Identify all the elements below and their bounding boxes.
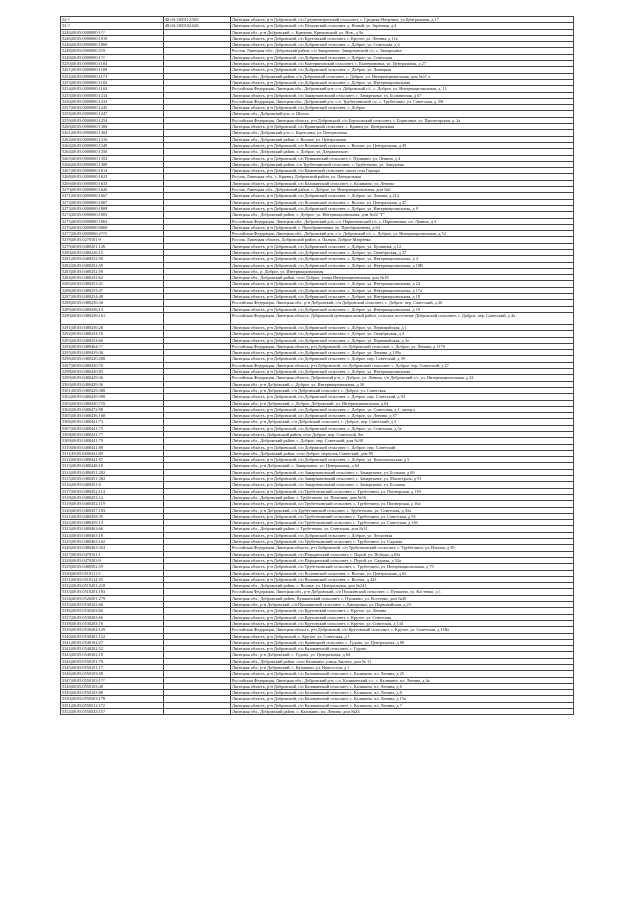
- document-page: [60, 16, 574, 715]
- address-cell: Липецкая область, р-н Добровский, с/п Волчанский сельсовет, с. Волчье, д 223: [231, 576, 574, 582]
- address-cell: Липецкая обл., р-н Добровский, с/п Добровский сельсовет, с. Доброе, пер. Советский, д 3: [231, 419, 574, 425]
- address-cell: Липецкая область, р-н Добровский, с/п Замартыновский сельсовет, с. Замартынье, ул. Больная: [231, 482, 574, 488]
- address-cell: Липецкая обл., р-н Добровский, с/п Трубетчинский сельсовет, с. Трубетчино, ул. Советская, д 43а: [231, 507, 574, 513]
- row-number-cadastral-cell: 5352|48:05:0550543:157: [61, 709, 164, 715]
- address-cell: Липецкая область, р-н Добровский, с/п Добровский сельсовет, с. Доброе, пер. Советский, д 94: [231, 394, 574, 400]
- address-cell: Липецкая обл., Добровский район, с. Доброе, пер. Советский, дом №38: [231, 438, 574, 444]
- row-number-cadastral-cell: 5270|48:05:0000000:1626: [61, 187, 164, 193]
- row-number-cadastral-cell: 5340|48:05:0530401:122: [61, 633, 164, 639]
- row-number-cadastral-cell: 5267|48:05:0000000:1614: [61, 168, 164, 174]
- address-cell: Липецкая область, р-н Добровский, с/п Каликинский сельсовет, с. Каликино, пл. Ленина, д 7: [231, 702, 574, 708]
- row-number-cadastral-cell: 5275|48:05:0000000:1863: [61, 218, 164, 224]
- address-cell: Липецкая обл., Добровский район, с. Трубетчино, ул. Советская, дом №31: [231, 526, 574, 532]
- address-cell: Липецкая область, р-н Добровский, с/п Добровский сельсовет, с. Доброе, ул. Комсомольская, д 5: [231, 457, 574, 463]
- address-cell: Липецкая обл., Добровский р-н, с. Борисовка, ул. Центральная: [231, 130, 574, 136]
- row-number-cadastral-cell: 52-?: [61, 17, 164, 23]
- extra-number-cell: 48:04:1300112:565: [164, 17, 231, 23]
- address-cell: Липецкая область, р-н Добровский, с/п Волчанский сельсовет, с. Волчье, ул. Центральная, д 62: [231, 570, 574, 576]
- address-cell: Липецкая область, р-н Добровский, с/п Пушкинский сельсовет, с. Пушкино, ул. Ленина, д 4: [231, 155, 574, 161]
- address-cell: Липецкая обл., р-н Добровский, с/п Добровский сельсовет, с. Доброе, ул. Советская: [231, 387, 574, 393]
- row-number-cadastral-cell: 5344|48:05:0550101:76: [61, 658, 164, 664]
- address-cell: Липецкая область, р-н Добровский, с/п Замартыновский сельсовет, с. Замартынье, ул. Больная, д 69: [231, 469, 574, 475]
- address-cell: Липецкая область, р-н Добровский, с/п Добровский сельсовет, с. Доброе, ул. Ленина, д 139а: [231, 350, 574, 356]
- row-number-cadastral-cell: 5295|48:05:0480419:36: [61, 350, 164, 356]
- row-number-cadastral-cell: 52-?: [61, 23, 164, 29]
- row-number-cadastral-cell: 5333|48:05:0510201:183: [61, 589, 164, 595]
- extra-number-cell: [164, 709, 231, 715]
- address-cell: Липецкая область, р-н Добровский, с/п Каликинский сельсовет, с. Каликино, ул. Ленина: [231, 180, 574, 186]
- row-number-cadastral-cell: 5345|48:05:0550101:17: [61, 664, 164, 670]
- row-number-cadastral-cell: 5255|48:05:0000000:1214: [61, 92, 164, 98]
- address-cell: Липецкая область, р-н Добровский, с/п Добровский сельсовет, с. Доброе, ул. Интернациональная, д 24: [231, 281, 574, 287]
- address-cell: Липецкая область, р-н Добровский, с/п Крутовский сельсовет, с. Крутое, ул. Ленина, д 11к: [231, 35, 574, 41]
- row-number-cadastral-cell: 5253|48:05:0000000:1182: [61, 79, 164, 85]
- row-number-cadastral-cell: 5302|48:05:0480429:398: [61, 394, 164, 400]
- address-cell: Липецкая область, р-н Добровский, с/п Добровский сельсовет, с. Доброе, пер. Советский: [231, 444, 574, 450]
- row-number-cadastral-cell: 5248|48:05:0000000:519: [61, 48, 164, 54]
- row-number-cadastral-cell: 5319|48:05:0480452:119: [61, 501, 164, 507]
- row-number-cadastral-cell: 5249|48:05:0000000:1??: [61, 54, 164, 60]
- row-number-cadastral-cell: 5266|48:05:0000000:1389: [61, 161, 164, 167]
- address-cell: Липецкая область, р-н Добровский, с/п Среднематренский сельсовет, с. Средняя Матренка, ул.Центральная, д.17: [231, 17, 574, 23]
- address-cell: Россия, Липецкая обл., с. Кривец, Добровский район, ул. Центральная: [231, 174, 574, 180]
- address-cell: Липецкая область, р-н Добровский, с/п Петровский сельсовет, д. Новый, ул. Заречная, д 4: [231, 23, 574, 29]
- address-cell: Липецкая область, р-н Добровский, с/п Крутовский сельсовет, с. Крутое, ул. Советская, д 134: [231, 620, 574, 626]
- row-number-cadastral-cell: 5273|48:05:0000000:1808: [61, 205, 164, 211]
- address-cell: Липецкая область, р-н Добровский, с/п Порадинский сельсовет, с. Порой, ул. Садовая, д 32а: [231, 557, 574, 563]
- row-number-cadastral-cell: 5293|48:05:0480254:66: [61, 337, 164, 343]
- address-cell: Липецкая область, р-н Добровский, с/п Каликинский сельсовет, с. Каликино, пл. Ленина, д 25: [231, 671, 574, 677]
- address-cell: Липецкая область, р-н Добровский, с/п Трубетчинский сельсовет, с. Трубетчино, ул. Пионерская, д 16а: [231, 501, 574, 507]
- row-number-cadastral-cell: 5324|48:05:0480463:18: [61, 532, 164, 538]
- address-cell: Липецкая обл., Добровский район, с/п Трубетчинский сельсовет, с. Трубетчино, ул. Заводская: [231, 161, 574, 167]
- row-number-cadastral-cell: 5287|48:05:0480254:48: [61, 294, 164, 300]
- address-cell: Липецкая обл., Добровский район, с. Волчье, ул. Центральная: [231, 136, 574, 142]
- row-number-cadastral-cell: 5338|48:05:0530203:76: [61, 620, 164, 626]
- address-cell: Российская Федерация, Липецкая область, р-н Добровский, с/п Добровский сельсовет, с. Доброе, пер. Советский, д 27: [231, 362, 574, 368]
- row-number-cadastral-cell: 5332|48:05:0510201:218: [61, 583, 164, 589]
- row-number-cadastral-cell: 5323|48:05:0480463:66: [61, 526, 164, 532]
- address-cell: Липецкая обл., р-н Добровский, с. Гудово, ул. Центральная, д 64: [231, 652, 574, 658]
- address-cell: Липецкая обл., р-н Добровский, с. Доброе, Добровский, ул. Интернациональная, д 64: [231, 400, 574, 406]
- address-cell: Липецкая область, р-н Добровский, с/п Волчанский сельсовет, с. Волчье, ул. Центральная, д 47: [231, 199, 574, 205]
- address-cell: Липецкая область, р-н Добровский, с/п Добровский сельсовет, с. Доброе, ул. Интернациональная, д 18: [231, 294, 574, 300]
- address-cell: Липецкая обл., Добровский район, Пушкинский сельсовет, с. Пушкино, ул. Костенко, дом №28: [231, 595, 574, 601]
- address-cell: Липецкая область, р-н Добровский, с/п Добровский сельсовет, с. Доброе, ул. Ленина, д 37: [231, 413, 574, 419]
- address-cell: Липецкая область, р-н Добровский, с/п Кривецкий сельсовет, с. Гудово, ул. Центральная, д 68: [231, 639, 574, 645]
- address-cell: Липецкая область, р-н Добровский, с/п Порадинский сельсовет, с. Порой, ул. Победы, д 65а: [231, 551, 574, 557]
- row-number-cadastral-cell: 5343|48:05:0540302:18: [61, 652, 164, 658]
- address-cell: Российская Федерация, Липецкая обл., Добровский р-н, с.п. Каликинский с/с, с. Каликино, пл. Ленина, д 4а: [231, 677, 574, 683]
- address-cell: Липецкая область, р-н Добровский, с/п Каменский сельсовет, около села Горицы: [231, 168, 574, 174]
- row-number-cadastral-cell: 5251|48:05:0000000:1189: [61, 67, 164, 73]
- table-row: [61, 709, 574, 715]
- address-cell: Липецкая область, р-н Добровский, с/п Добровский сельсовет, с. Доброе, ул. Интернациональная, д 18В: [231, 262, 574, 268]
- address-cell: Липецкая область, р-н Добровский, с/п Кривецкий сельсовет, с. Кривец ул. Центральная: [231, 124, 574, 130]
- register-table: [60, 16, 574, 715]
- row-number-cadastral-cell: 5274|48:05:0000000:1803: [61, 212, 164, 218]
- address-cell: Липецкая обл., р-н Добровский, с. Крюково, Крюковский, ул. Нов., д 9а: [231, 29, 574, 35]
- row-number-cadastral-cell: 5346|48:05:0550103:58: [61, 671, 164, 677]
- address-cell: Липецкая область, р-н Добровский, с/п Замартыновский сельсовет, с. Замартынье, ул. Магистраль, д 91: [231, 476, 574, 482]
- address-cell: Липецкая обл., Добровский район, с. Волчье, ул. Центральная, дом №241: [231, 583, 574, 589]
- row-number-cadastral-cell: 5260|48:05:0000000:1306: [61, 124, 164, 130]
- row-number-cadastral-cell: 5347|48:05:0550103:1??: [61, 677, 164, 683]
- address-cell: Россия, Липецкая область, Добровский район, п. Пальна, Доброе-Матрёнка: [231, 237, 574, 243]
- address-cell: Липецкая обл., Добровский район, с. Доброе, ул. Дзержинского: [231, 149, 574, 155]
- row-number-cadastral-cell: 5321|48:05:0480458:35: [61, 513, 164, 519]
- row-number-cadastral-cell: 5283|48:05:0480252:59: [61, 268, 164, 274]
- row-number-cadastral-cell: 5252|48:05:0000000:1173: [61, 73, 164, 79]
- address-cell: Липецкая обл., Добровский р-н, п. Шолох: [231, 111, 574, 117]
- register-table-body: [61, 17, 574, 715]
- row-number-cadastral-cell: 5290|48:05:0480256:161: [61, 312, 164, 324]
- row-number-cadastral-cell: 5330|48:05:0510111:5: [61, 570, 164, 576]
- row-number-cadastral-cell: 5246|48:05:0000000:1869: [61, 42, 164, 48]
- address-cell: Липецкая область, р-н Добровский, с/п Добровский сельсовет, с. Доброе, ул. Интернациональная: [231, 369, 574, 375]
- address-cell: Липецкая область, р-н Добровский, с/п Каликинский сельсовет, с. Каликино, пл. Ленина, д 6: [231, 683, 574, 689]
- row-number-cadastral-cell: 5286|48:05:0480253:47: [61, 287, 164, 293]
- address-cell: Липецкая обл., Добровский район, с. Трубетчино, ул. Почтовая, дом №16: [231, 494, 574, 500]
- row-number-cadastral-cell: 5246|48:05:0000000:1??: [61, 29, 164, 35]
- address-cell: Липецкая обл., Добровский район, село Доброе, переулок Советский, дом 89: [231, 450, 574, 456]
- address-cell: Российская Федерация, Липецкая область, р-н Добровский, с/п Трубетчинский сельсовет, с. Трубетчино, ул. Ильича, д 39: [231, 545, 574, 551]
- row-number-cadastral-cell: 5269|48:05:0000000:1633: [61, 180, 164, 186]
- address-cell: Липецкая область, р-н Добровский, с/п Трубетчинский сельсовет, с. Трубетчино, ул. Садовая: [231, 539, 574, 545]
- address-cell: Липецкая обл., Добровский район, село Каликино, улица Заклеть, дом № 11: [231, 658, 574, 664]
- address-cell: Липецкая область, р-н Добровский, с/п Добровский сельсовет, с. Доброе, ул. Первомайская, д 1: [231, 324, 574, 330]
- address-cell: Липецкая область, р-н Добровский, с/п Каликинский сельсовет, с. Каликино, пл. Ленина, д 15а: [231, 696, 574, 702]
- address-cell: Российская Федерация, Липецкая область, Добровский р-н, с. Доброе, ул. Ленина, с/п Добровский с/с, ул. Интернациональная, д 22: [231, 375, 574, 381]
- address-cell: Липецкая область, р-н Добровский, с/п Каликинский сельсовет, с. Каликино, пл. Ленина, д 8: [231, 690, 574, 696]
- address-cell: Липецкая область, р-н Добровский, с/п Добровский сельсовет, с. Доброе, ул. Советская, д 4: [231, 42, 574, 48]
- row-number-cadastral-cell: 5272|48:05:0000000:1667: [61, 199, 164, 205]
- address-cell: Липецкая область, р-н Добровский, с/п Екатериновский сельсовет, с. Екатериновка, ул. Центральная, д 27: [231, 61, 574, 67]
- row-number-cadastral-cell: 5264|48:05:0000000:1350: [61, 149, 164, 155]
- row-number-cadastral-cell: 5306|48:05:0480441:73: [61, 419, 164, 425]
- row-number-cadastral-cell: 5304|48:05:0480472:98: [61, 406, 164, 412]
- address-cell: Липецкая область, р-н Добровский, с/п Добровский сельсовет, с. Доброе, ул. Интернациональная, д 19: [231, 306, 574, 312]
- address-cell: Липецкая область, р-н Добровский, с/п Добровский сельсовет, с. Доброе: [231, 105, 574, 111]
- address-cell: Липецкая область, р-н Добровский, с/п Добровский сельсовет, с. Доброе, ул. Ленина, д 214: [231, 193, 574, 199]
- row-number-cadastral-cell: 5310|48:05:0480441:88: [61, 444, 164, 450]
- row-number-cadastral-cell: 5268|48:05:0000000:1625: [61, 174, 164, 180]
- row-number-cadastral-cell: 5261|48:05:0000000:1304: [61, 130, 164, 136]
- address-cell: Липецкая область, р-н Добровский, с/п Добровский сельсовет, с. Доброе, ул. Интернациональная: [231, 79, 574, 85]
- address-cell: Липецкая область, р-н Добровский, с/п Добровский сельсовет, с. Доброе, ул. Целинная, д 12: [231, 243, 574, 249]
- row-number-cadastral-cell: 5271|48:05:0000000:1667: [61, 193, 164, 199]
- row-number-cadastral-cell: 5300|48:05:0480429:36: [61, 381, 164, 387]
- address-cell: Российская Федерация, Липецкая обл., р-н Добровский, с/п Пушкинский сельсовет, с. Пушкино, ул. Костенко, д 1: [231, 589, 574, 595]
- address-cell: Липецкая область, р-н Добровский, с/п Добровский сельсовет, с. Доброе, ул. Первомайская, д 3а: [231, 337, 574, 343]
- address-cell: Липецкая область, р-н Добровский, с/п Добровский сельсовет, с. Доброе, пер. Советский, д 39: [231, 356, 574, 362]
- address-cell: Липецкая область, р-н Добровский, с/п Добровский сельсовет, с. Доброе, ул. Советская: [231, 54, 574, 60]
- row-number-cadastral-cell: 5309|48:05:0480441:79: [61, 438, 164, 444]
- row-number-cadastral-cell: 5342|48:05:0540202:52: [61, 646, 164, 652]
- row-number-cadastral-cell: 5291|48:05:0480256:28: [61, 324, 164, 330]
- row-number-cadastral-cell: 5331|48:05:0510114:39: [61, 576, 164, 582]
- row-number-cadastral-cell: 5288|48:05:0480256:30: [61, 300, 164, 306]
- row-number-cadastral-cell: 5259|48:05:0000000:1254: [61, 117, 164, 123]
- address-cell: Липецкая область, р-н Добровский, с/п Крутовский сельсовет, с. Крутое, ул. Ленина: [231, 608, 574, 614]
- row-number-cadastral-cell: 5301|48:05:0480429:388: [61, 387, 164, 393]
- address-cell: Липецкая область, р-н Добровский, с/п Трубетчинский сельсовет, с. Трубетчино, ул. Советская, д 53: [231, 513, 574, 519]
- row-number-cadastral-cell: 5339|48:05:0530204:129: [61, 627, 164, 633]
- row-number-cadastral-cell: 5335|48:05:0530102:66: [61, 602, 164, 608]
- address-cell: Российская Федерация, Липецкая обл., р-н Добровский, с/п Добровский сельсовет, с. Доброе, пер. Советский, д 26: [231, 300, 574, 306]
- row-number-cadastral-cell: 5265|48:05:0000000:1352: [61, 155, 164, 161]
- row-number-cadastral-cell: 5350|48:05:0550503:178: [61, 696, 164, 702]
- address-cell: Российская Федерация, Липецкая обл., Добровский р-н, с.п. Трубетчинский с/с, с. Трубетчино, ул. Советская, д. 5В: [231, 98, 574, 104]
- address-cell: Липецкая обл., р-н Добровский, с. Доброе, ул. Интернациональная, д 30: [231, 381, 574, 387]
- row-number-cadastral-cell: 5351|48:05:0550511:172: [61, 702, 164, 708]
- row-number-cadastral-cell: 5317|48:05:0480452:114: [61, 488, 164, 494]
- row-number-cadastral-cell: 5325|48:05:0480463:162: [61, 539, 164, 545]
- address-cell: Липецкая область, р-н Добровский, с/п Добровский сельсовет, с. Доброе, ул. Советская, д 5а: [231, 425, 574, 431]
- table-row: [61, 312, 574, 324]
- row-number-cadastral-cell: 5258|48:05:0000000:1247: [61, 111, 164, 117]
- row-number-cadastral-cell: 5328|48:05:0470203:9: [61, 557, 164, 563]
- row-number-cadastral-cell: 5282|48:05:0480252:59: [61, 262, 164, 268]
- address-cell: Российская Федерация, Липецкая область, Добровский муниципальный район, сельское поселение Добровский сельсовет, с. Доброе, пер. Советский, д 4а: [231, 312, 574, 324]
- row-number-cadastral-cell: 5280|48:05:0480226:15: [61, 249, 164, 255]
- address-cell: Липецкая обл., р-н Добровский, с/п Пушкинский сельсовет, с. Дмитровка, ул. Первомайская, д 23: [231, 602, 574, 608]
- address-cell: Липецкая область, р-н Добровский, с. Преображеновка, ул. Преображенова, д 64: [231, 224, 574, 230]
- row-number-cadastral-cell: 5279|48:05:0480201:126: [61, 243, 164, 249]
- address-cell: Российская Федерация, Липецкая область, р-н Добровский, с/п Борисовский сельсовет, с. Борисовка, ул. Пролетарская, д. 2а: [231, 117, 574, 123]
- address-cell: Липецкая обл., Добровский район, с. Каликино, пл. Ленина, дом №23: [231, 709, 574, 715]
- address-cell: Липецкая область, р-н Добровский, с/п Добровский сельсовет, с. Доброе, ул. Октябрьская, д 27: [231, 249, 574, 255]
- address-cell: Липецкая обл., р. Доброе, ул. Интернациональная: [231, 268, 574, 274]
- row-number-cadastral-cell: 5277|48:05:0000000:2??3: [61, 231, 164, 237]
- address-cell: Липецкая область, р-н Добровский, с/п Добровский сельсовет, с. Доброе, ул. Советская, д 1, литер а: [231, 406, 574, 412]
- row-number-cadastral-cell: 5294|48:05:0480464:??: [61, 343, 164, 349]
- address-cell: Россия, Липецкая обл., Добровский район, с/п Замартынье, Замартынский с/с, с. Замартынье: [231, 48, 574, 54]
- extra-number-cell: 48:04:1300102:626: [164, 23, 231, 29]
- row-number-cadastral-cell: 5314|48:05:0480451:282: [61, 469, 164, 475]
- row-number-cadastral-cell: 5299|48:05:0480429:36: [61, 375, 164, 381]
- row-number-cadastral-cell: 5318|48:05:0480452:12: [61, 494, 164, 500]
- row-number-cadastral-cell: 5329|48:05:0480502:59: [61, 564, 164, 570]
- address-cell: Липецкая область, р-н Добровский, с/п Крутовский сельсовет, с. Крутое, ул. Советская: [231, 614, 574, 620]
- row-number-cadastral-cell: 5298|48:05:0480420:85: [61, 369, 164, 375]
- row-number-cadastral-cell: 5246|48:05:0000000:1819: [61, 35, 164, 41]
- row-number-cadastral-cell: 5254|48:05:0000000:1165: [61, 86, 164, 92]
- row-number-cadastral-cell: 5307|48:05:0480441:75: [61, 425, 164, 431]
- extra-number-cell: [164, 312, 231, 324]
- address-cell: Липецкая область, Добровский район, село Доброе, пер. Советский, 8м: [231, 432, 574, 438]
- row-number-cadastral-cell: 5316|48:05:0480451:0: [61, 482, 164, 488]
- address-cell: Липецкая область, р-н Добровский, с/п Добровский сельсовет, с. Доброе, ул. Октябрьская, д 2: [231, 331, 574, 337]
- row-number-cadastral-cell: 5349|48:05:0550103:88: [61, 690, 164, 696]
- address-cell: Липецкая обл., Добровский район, с. Доброе, ул. Интернациональная, дом №22 "Г": [231, 212, 574, 218]
- row-number-cadastral-cell: 5313|48:05:0480448:18: [61, 463, 164, 469]
- address-cell: Липецкая область, р-н Добровский, с/п Замартыновский сельсовет, с. Замартынье, ул. Больничная, д 67: [231, 92, 574, 98]
- address-cell: Липецкая обл., р-н Добровский, с. Каликино, ул. Новоселов, д 1: [231, 664, 574, 670]
- address-cell: Липецкая обл., р-н Добровский, с. Замартынье, ул. Центральная, д 64: [231, 463, 574, 469]
- row-number-cadastral-cell: 5250|48:05:0000000:1184: [61, 61, 164, 67]
- address-cell: Липецкая область, р-н Добровский, с/п Трубетчинский сельсовет, с. Трубетчино, ул. Советская, д 136: [231, 520, 574, 526]
- row-number-cadastral-cell: 5312|48:05:0480441:87: [61, 457, 164, 463]
- row-number-cadastral-cell: 5289|48:05:0480256:13: [61, 306, 164, 312]
- row-number-cadastral-cell: 5305|48:05:0480436:168: [61, 413, 164, 419]
- row-number-cadastral-cell: 5257|48:05:0000000:1245: [61, 105, 164, 111]
- address-cell: Липецкая область, р-н Добровский, с/п Добровский сельсовет, с. Доброе, ул. Интернациональная, д 4: [231, 256, 574, 262]
- address-cell: Российская Федерация, Липецкая обл., Добровский р-н, с.п. Паршиновский с/с, с. Паршиновка, пл. Ленина, д 4: [231, 218, 574, 224]
- address-cell: Липецкая обл., Добровский район, село Доброе, улица Интернациональная, дом №18: [231, 275, 574, 281]
- address-cell: Российская Федерация, Липецкая обл., Добровский р-н, с.п. Добровский с/с, с. Доброе, ул. Интернациональная, д 52: [231, 231, 574, 237]
- row-number-cadastral-cell: 5256|48:05:0000000:1233: [61, 98, 164, 104]
- row-number-cadastral-cell: 5327|48:05:0470101:1: [61, 551, 164, 557]
- address-cell: Липецкая область, р-н Добровский, с/п Трубетчинский сельсовет, с. Трубетчино, ул. Интернациональная, д 75: [231, 564, 574, 570]
- row-number-cadastral-cell: 5348|48:05:0550103:48: [61, 683, 164, 689]
- row-number-cadastral-cell: 5322|48:05:0480459:13: [61, 520, 164, 526]
- address-cell: Российская Федерация, Липецкая область, р-н Добровский, с/п Крутовский сельсовет, с. Крутое, ул. Советская, д 158а: [231, 627, 574, 633]
- row-number-cadastral-cell: 5292|48:05:0480254:76: [61, 331, 164, 337]
- row-number-cadastral-cell: 5296|48:05:0480420:288: [61, 356, 164, 362]
- address-cell: Липецкая область, р-н Добровский, с/п Волчанский сельсовет, с. Волчье, ул. Центральная, д 49: [231, 142, 574, 148]
- row-number-cadastral-cell: 5262|48:05:0000000:1316: [61, 136, 164, 142]
- row-number-cadastral-cell: 5297|48:05:0480420:76: [61, 362, 164, 368]
- row-number-cadastral-cell: 5284|48:05:0480252:62: [61, 275, 164, 281]
- address-cell: Липецкая область, р-н Добровский, с. Крутое, ул. Советская, д 1: [231, 633, 574, 639]
- address-cell: Россия, Липецкая обл., Добровский район, с. Доброе, ул. Интернациональная, дом №6: [231, 187, 574, 193]
- row-number-cadastral-cell: 5315|48:05:0480451:382: [61, 476, 164, 482]
- row-number-cadastral-cell: 5303|48:05:0480430:725: [61, 400, 164, 406]
- row-number-cadastral-cell: 5263|48:05:0000000:1349: [61, 142, 164, 148]
- row-number-cadastral-cell: 5341|48:05:0540102:27: [61, 639, 164, 645]
- address-cell: Российская Федерация, Липецкая обл., Добровский р-н, с.п. Добровский с/с, с. Доброе, ул. Интернациональная, д. 11: [231, 86, 574, 92]
- row-number-cadastral-cell: 5276|48:05:0000000:0869: [61, 224, 164, 230]
- address-cell: Липецкая область, р-н Добровский, с/п Добровский сельсовет, с. Доброе, ул. Интернациональная, д 9: [231, 205, 574, 211]
- row-number-cadastral-cell: 5311|48:05:0480441:89: [61, 450, 164, 456]
- address-cell: Липецкая область, р-н Добровский, с/п Каликинский сельсовет, с. Гудово: [231, 646, 574, 652]
- address-cell: Липецкая область, р-н Добровский, с/п Добровский сельсовет, с. Доброе, ул. Интернациональная, д 17а: [231, 287, 574, 293]
- row-number-cadastral-cell: 5285|48:05:0480253:41: [61, 281, 164, 287]
- row-number-cadastral-cell: 5326|48:05:0480463:324: [61, 545, 164, 551]
- address-cell: Липецкая область, р-н Добровский, с/п Трубетчинский сельсовет, с. Трубетчино, ул. Пионерская, д 139: [231, 488, 574, 494]
- row-number-cadastral-cell: 5320|48:05:0480457:183: [61, 507, 164, 513]
- row-number-cadastral-cell: 5336|48:05:0530203:66: [61, 608, 164, 614]
- row-number-cadastral-cell: 5278|48:05:0270101:9: [61, 237, 164, 243]
- row-number-cadastral-cell: 5281|48:05:0480252:59: [61, 256, 164, 262]
- address-cell: Липецкая область, р-н Добровский, с/п Добровский сельсовет, с. Доброе, ул. Лесхозная: [231, 532, 574, 538]
- row-number-cadastral-cell: 5308|48:05:0480441:77: [61, 432, 164, 438]
- row-number-cadastral-cell: 5334|48:05:0520201:279: [61, 595, 164, 601]
- row-number-cadastral-cell: 5337|48:05:0530203:66: [61, 614, 164, 620]
- address-cell: Липецкая область, р-н Добровский, с/п Добровский сельсовет, с. Доброе, ул. Липецкая: [231, 67, 574, 73]
- address-cell: Липецкая обл., Добровский район, с/п Добровский сельсовет, с. Доброе, ул. Интернациональная, дом №11 а: [231, 73, 574, 79]
- address-cell: Российская Федерация, Липецкая область, р-н Добровский, с/п Добровский сельсовет, с. Доброе, ул. Ленина, д 117б: [231, 343, 574, 349]
